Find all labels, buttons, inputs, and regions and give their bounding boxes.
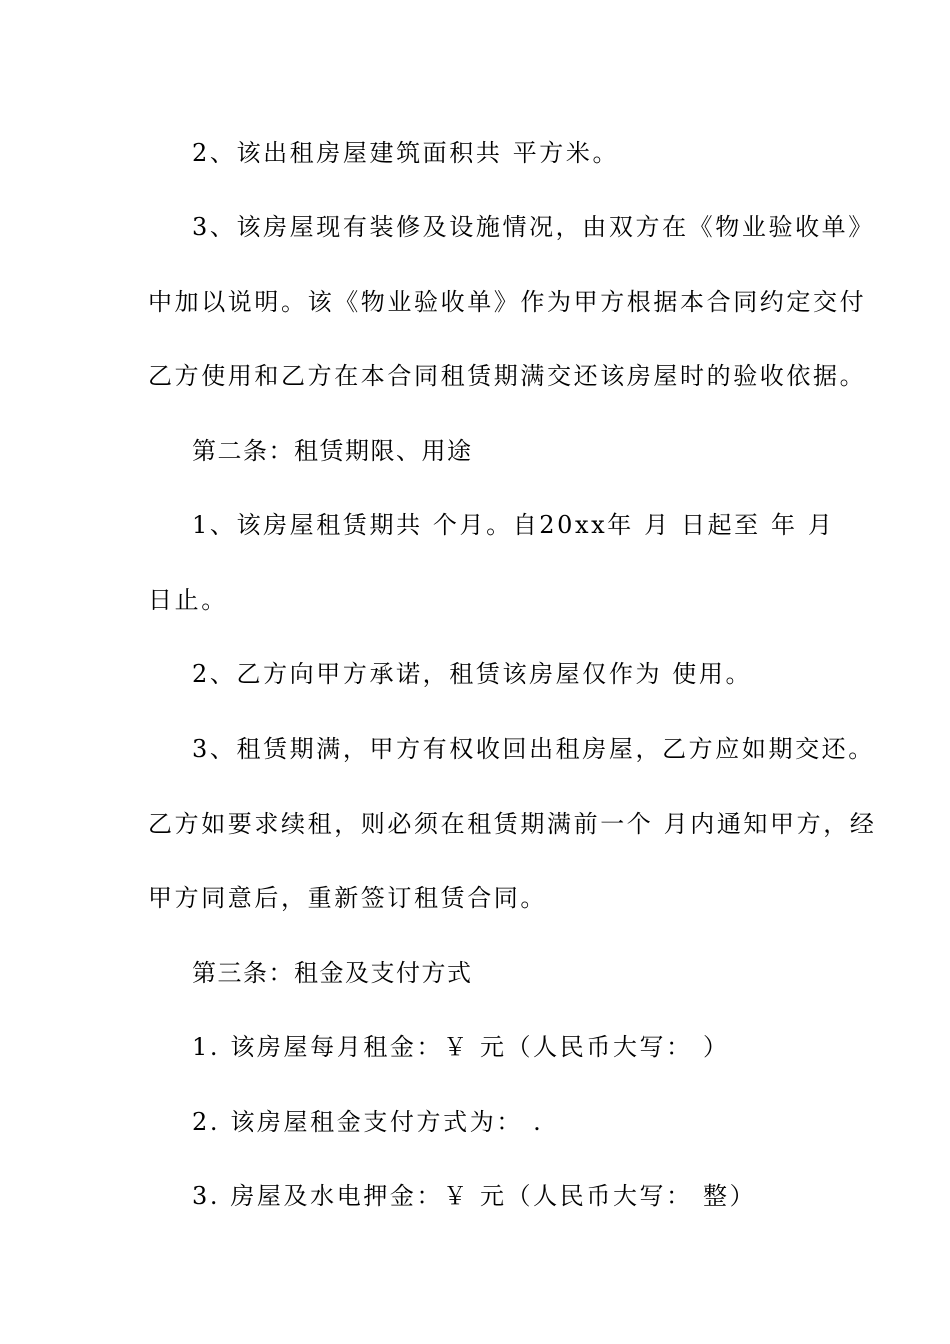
paragraph-line: 2、乙方向甲方承诺，租赁该房屋仅作为 使用。 <box>192 660 753 688</box>
paragraph-line: 1. 该房屋每月租金：￥ 元（人民币大写： ） <box>192 1033 730 1061</box>
paragraph-line: 2. 该房屋租金支付方式为： . <box>192 1108 544 1136</box>
paragraph-line: 甲方同意后，重新签订租赁合同。 <box>148 884 547 912</box>
paragraph-line: 3、租赁期满，甲方有权收回出租房屋，乙方应如期交还。 <box>192 735 875 763</box>
paragraph-line: 3. 房屋及水电押金：￥ 元（人民币大写： 整） <box>192 1182 757 1210</box>
paragraph-line: 乙方如要求续租，则必须在租赁期满前一个 月内通知甲方，经 <box>148 810 877 838</box>
section-heading: 第三条：租金及支付方式 <box>192 959 473 987</box>
paragraph-line: 1、该房屋租赁期共 个月。自20xx年 月 日起至 年 月 <box>192 511 835 539</box>
paragraph-line: 中加以说明。该《物业验收单》作为甲方根据本合同约定交付 <box>148 288 867 316</box>
paragraph-line: 日止。 <box>148 586 228 614</box>
paragraph-line: 乙方使用和乙方在本合同租赁期满交还该房屋时的验收依据。 <box>148 362 867 390</box>
paragraph-line: 3、该房屋现有装修及设施情况，由双方在《物业验收单》 <box>192 213 875 241</box>
section-heading: 第二条：租赁期限、用途 <box>192 437 473 465</box>
paragraph-line: 2、该出租房屋建筑面积共 平方米。 <box>192 139 620 167</box>
